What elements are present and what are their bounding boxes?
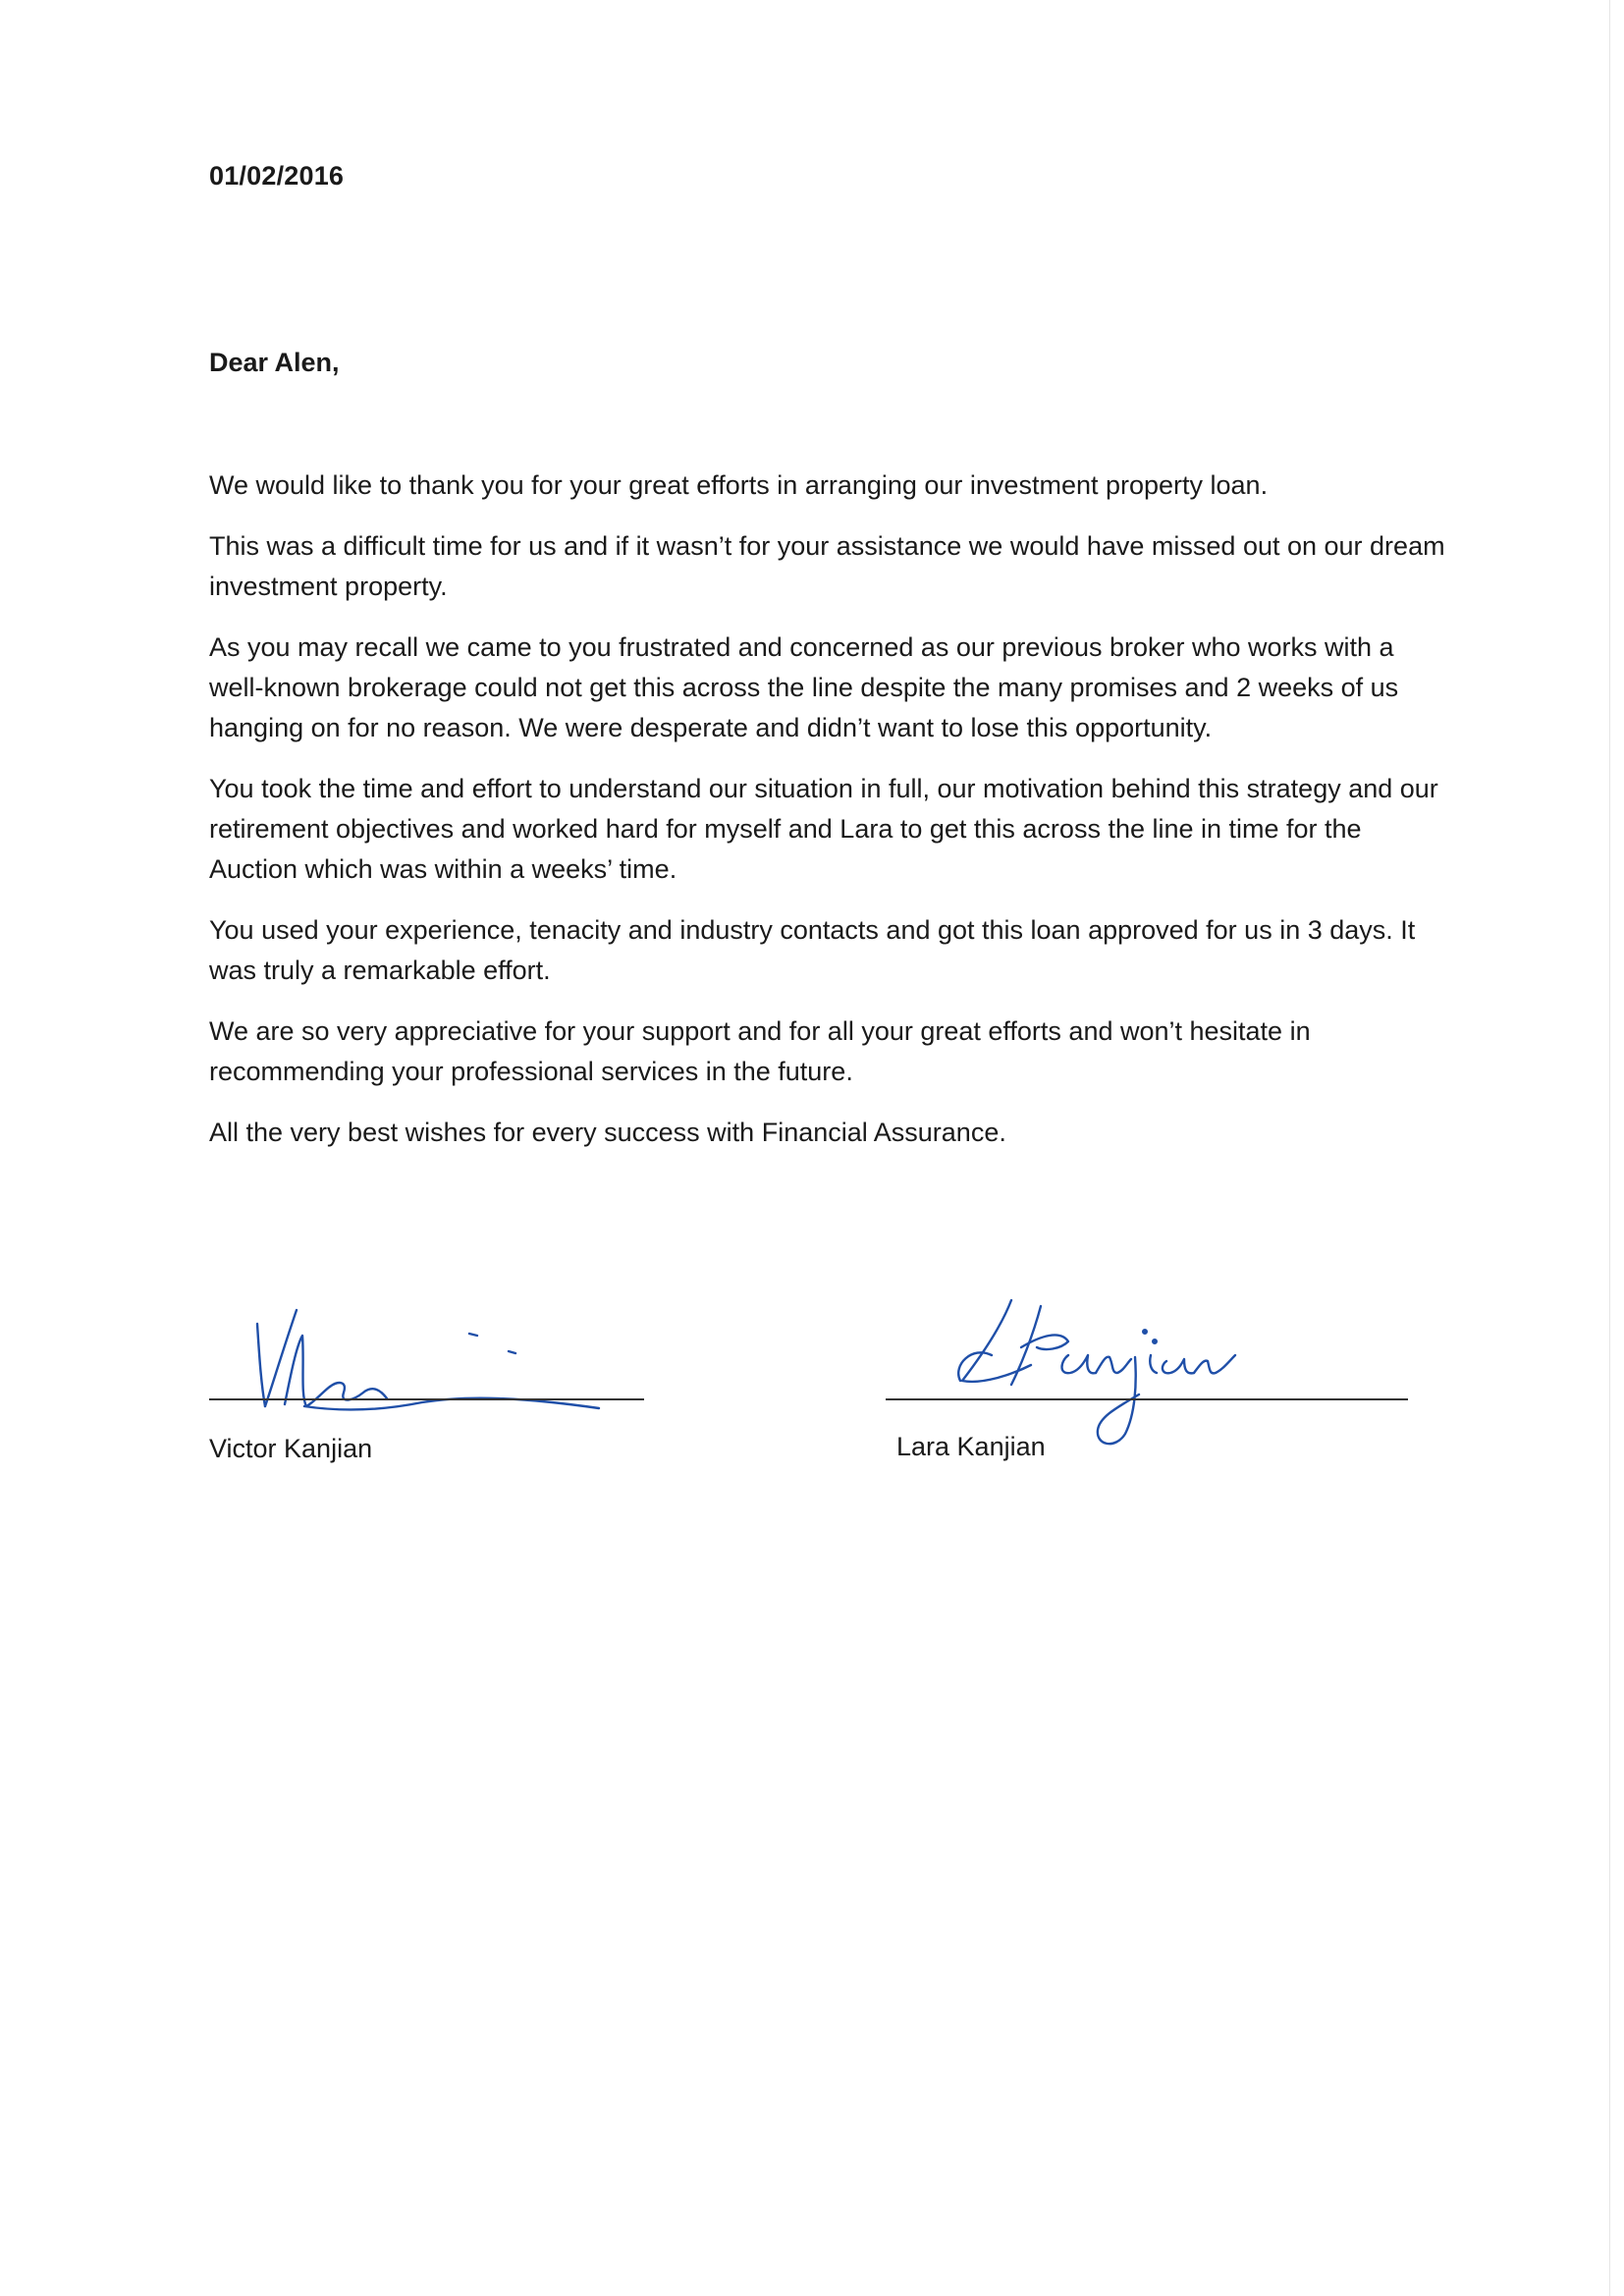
victor-signature-graphic [236, 1296, 628, 1424]
victor-signature-line [209, 1398, 644, 1400]
letter-body [209, 465, 1446, 1174]
lara-signature-graphic [943, 1286, 1316, 1453]
victor-name: Victor Kanjian [209, 1434, 373, 1463]
paragraph-understanding: You took the time and effort to understand our situation in full, our motivation behind this strategy and our retirement objectives and worked hard for myself and Lara to get this across the line in time for the Auction which was within a weeks’ time. [209, 774, 1438, 884]
lara-name: Lara Kanjian [896, 1432, 1046, 1461]
salutation: Dear Alen, [209, 348, 340, 377]
paragraph-difficult-time: This was a difficult time for us and if it wasn’t for your assistance we would have missed out on our dream investment property. [209, 531, 1445, 601]
paragraph-approval: You used your experience, tenacity and industry contacts and got this loan approved for us in 3 days. It was truly a remarkable effort. [209, 915, 1416, 985]
lara-signature-line [886, 1398, 1408, 1400]
paragraph-best-wishes: All the very best wishes for every success with Financial Assurance. [209, 1118, 1006, 1147]
paragraph-previous-broker: As you may recall we came to you frustrated and concerned as our previous broker who works with a well-known brokerage could not get this across the line despite the many promises and 2 weeks of us hanging on for no reason. We were desperate and didn’t want to lose this opportunity. [209, 632, 1399, 742]
scan-edge [1609, 0, 1610, 2296]
paragraph-thanks: We would like to thank you for your great efforts in arranging our investment property loan. [209, 470, 1269, 500]
letter-date: 01/02/2016 [209, 161, 345, 191]
paragraph-appreciation: We are so very appreciative for your support and for all your great efforts and won’t hesitate in recommending your professional services in the future. [209, 1016, 1311, 1086]
